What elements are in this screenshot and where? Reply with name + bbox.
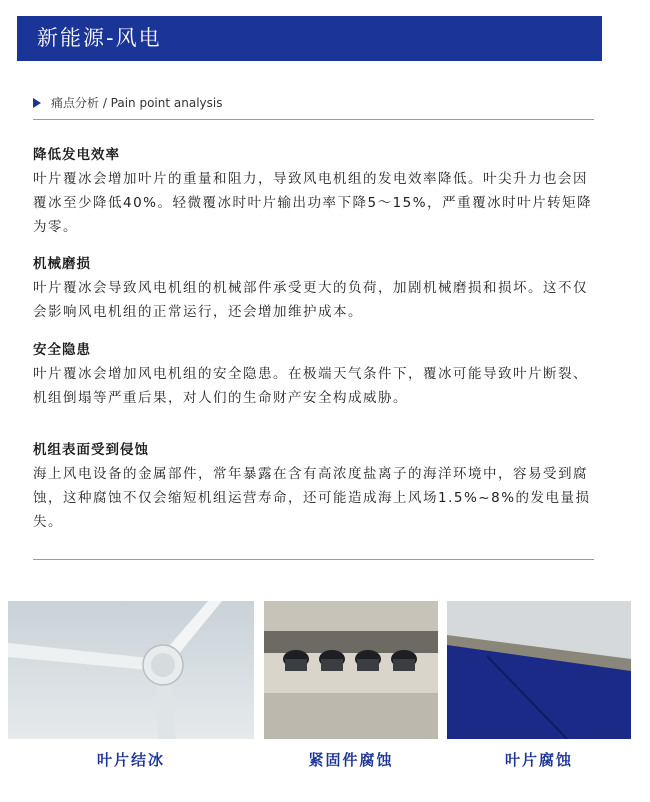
- divider-bottom: [33, 559, 594, 560]
- section-body: 叶片覆冰会增加风电机组的安全隐患。在极端天气条件下，覆冰可能导致叶片断裂、机组倒塌等严重后果，对人们的生命财产安全构成威胁。: [33, 366, 588, 406]
- photo-blade-corrosion: [447, 601, 631, 739]
- page-title: 新能源-风电: [37, 26, 162, 50]
- pain-point-section: [33, 254, 598, 324]
- header-banner: [17, 16, 602, 61]
- section-body: 海上风电设备的金属部件，常年暴露在含有高浓度盐离子的海洋环境中，容易受到腐蚀，这种腐蚀不仅会缩短机组运营寿命，还可能造成海上风场1.5%~8%的发电量损失。: [33, 466, 591, 530]
- caption-blade-corrosion: 叶片腐蚀: [504, 751, 573, 769]
- caption-blade-icing: 叶片结冰: [96, 751, 165, 769]
- section-subhead: [33, 95, 222, 111]
- pain-point-section: [33, 440, 598, 534]
- blade-corrosion-illustration: [447, 601, 631, 739]
- divider-top: [33, 119, 594, 120]
- photo-fastener-corrosion: [264, 601, 438, 739]
- section-heading: 安全隐患: [33, 342, 91, 358]
- section-heading: 机械磨损: [33, 256, 91, 272]
- play-triangle-icon: [33, 98, 41, 108]
- pain-point-section: [33, 340, 598, 410]
- caption-fastener-corrosion: 紧固件腐蚀: [308, 751, 394, 769]
- section-body: 叶片覆冰会导致风电机组的机械部件承受更大的负荷，加剧机械磨损和损坏。这不仅会影响风电机组的正常运行，还会增加维护成本。: [33, 280, 588, 320]
- pain-point-section: [33, 145, 598, 239]
- fastener-photo-illustration: [264, 601, 438, 739]
- subhead-label: 痛点分析 / Pain point analysis: [51, 96, 223, 110]
- section-heading: 降低发电效率: [33, 147, 120, 163]
- turbine-photo-illustration: [8, 601, 254, 739]
- photo-blade-icing: [8, 601, 254, 739]
- section-heading: 机组表面受到侵蚀: [33, 442, 149, 458]
- section-body: 叶片覆冰会增加叶片的重量和阻力，导致风电机组的发电效率降低。叶尖升力也会因覆冰至少降低40%。轻微覆冰时叶片输出功率下降5～15%，严重覆冰时叶片转矩降为零。: [33, 171, 593, 235]
